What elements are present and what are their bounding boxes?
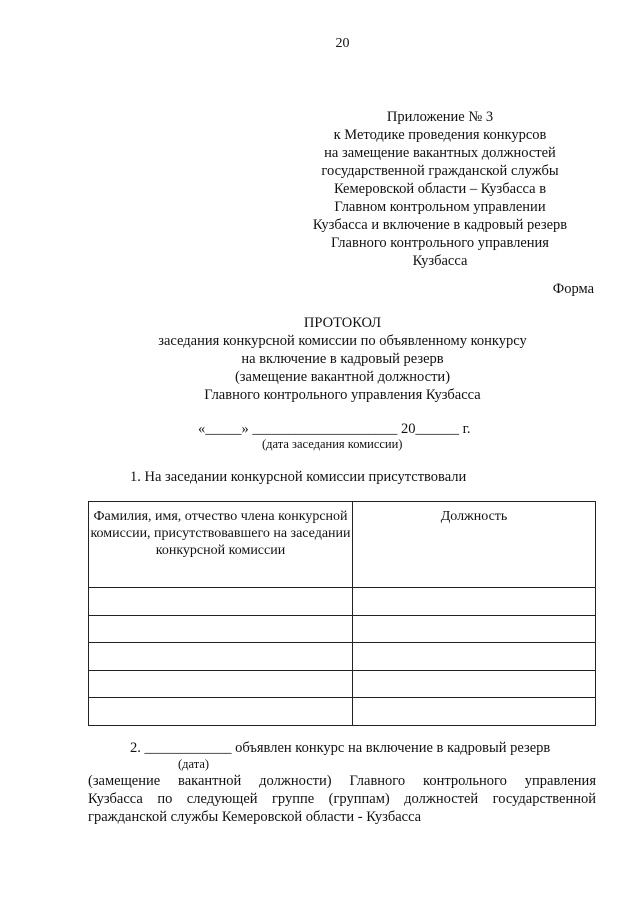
meeting-date-field: «_____» ____________________ 20______ г. [198, 421, 471, 437]
appendix-line: Приложение № 3 [386, 109, 494, 125]
protocol-line: заседания конкурсной комиссии по объявленному конкурсу [158, 333, 527, 349]
appendix-line: Главного контрольного управления [331, 235, 549, 251]
appendix-line: Кузбасса и включение в кадровый резерв [312, 217, 568, 233]
table-row [89, 670, 596, 698]
paragraph-line: Кузбасса по следующей группе (группам) должностей государственной [88, 791, 596, 807]
column-header-full-name: Фамилия, имя, отчество члена конкурсной комиссии, присутствовавшего на заседании конкурсной комиссии [89, 502, 353, 588]
announcement-date-blank: ____________ [144, 740, 232, 756]
appendix-line: на замещение вакантных должностей [324, 145, 556, 161]
protocol-title: ПРОТОКОЛ [303, 315, 382, 331]
item-2-number: 2. [130, 740, 141, 756]
meeting-date-caption: (дата заседания комиссии) [262, 437, 403, 451]
item-2-text: объявлен конкурс на включение в кадровый резерв [235, 740, 551, 756]
table-row [89, 698, 596, 726]
protocol-heading [0, 314, 640, 404]
table-row [89, 615, 596, 643]
table-cell [89, 615, 353, 643]
appendix-header [300, 108, 580, 270]
paragraph-line: гражданской службы Кемеровской области - Кузбасса [88, 809, 422, 825]
item-2-paragraph [88, 772, 596, 826]
paragraph-line: (замещение вакантной должности) Главного контрольного управления [88, 773, 596, 789]
announcement-date-caption: (дата) [178, 757, 210, 771]
appendix-line: Кузбасса [412, 253, 468, 269]
appendix-line: государственной гражданской службы [321, 163, 559, 179]
table-cell [353, 588, 596, 616]
appendix-line: Главном контрольном управлении [334, 199, 546, 215]
table-cell [89, 698, 353, 726]
table-cell [353, 698, 596, 726]
protocol-line: на включение в кадровый резерв [241, 351, 444, 367]
form-label: Форма [552, 281, 594, 297]
page-number: 20 [335, 36, 350, 51]
protocol-line: Главного контрольного управления Кузбасса [204, 387, 481, 403]
protocol-line: (замещение вакантной должности) [234, 369, 451, 385]
item-1-text: 1. На заседании конкурсной комиссии присутствовали [130, 469, 467, 485]
table-row [89, 588, 596, 616]
commission-members-table [88, 501, 596, 726]
table-row [89, 643, 596, 671]
table-cell [89, 588, 353, 616]
appendix-line: Кемеровской области – Кузбасса в [333, 181, 547, 197]
item-2-line [130, 740, 550, 757]
column-header-position: Должность [353, 502, 596, 588]
table-header-row [89, 502, 596, 588]
appendix-line: к Методике проведения конкурсов [333, 127, 547, 143]
table-cell [89, 643, 353, 671]
table-cell [353, 670, 596, 698]
table-cell [89, 670, 353, 698]
table-cell [353, 615, 596, 643]
table-cell [353, 643, 596, 671]
